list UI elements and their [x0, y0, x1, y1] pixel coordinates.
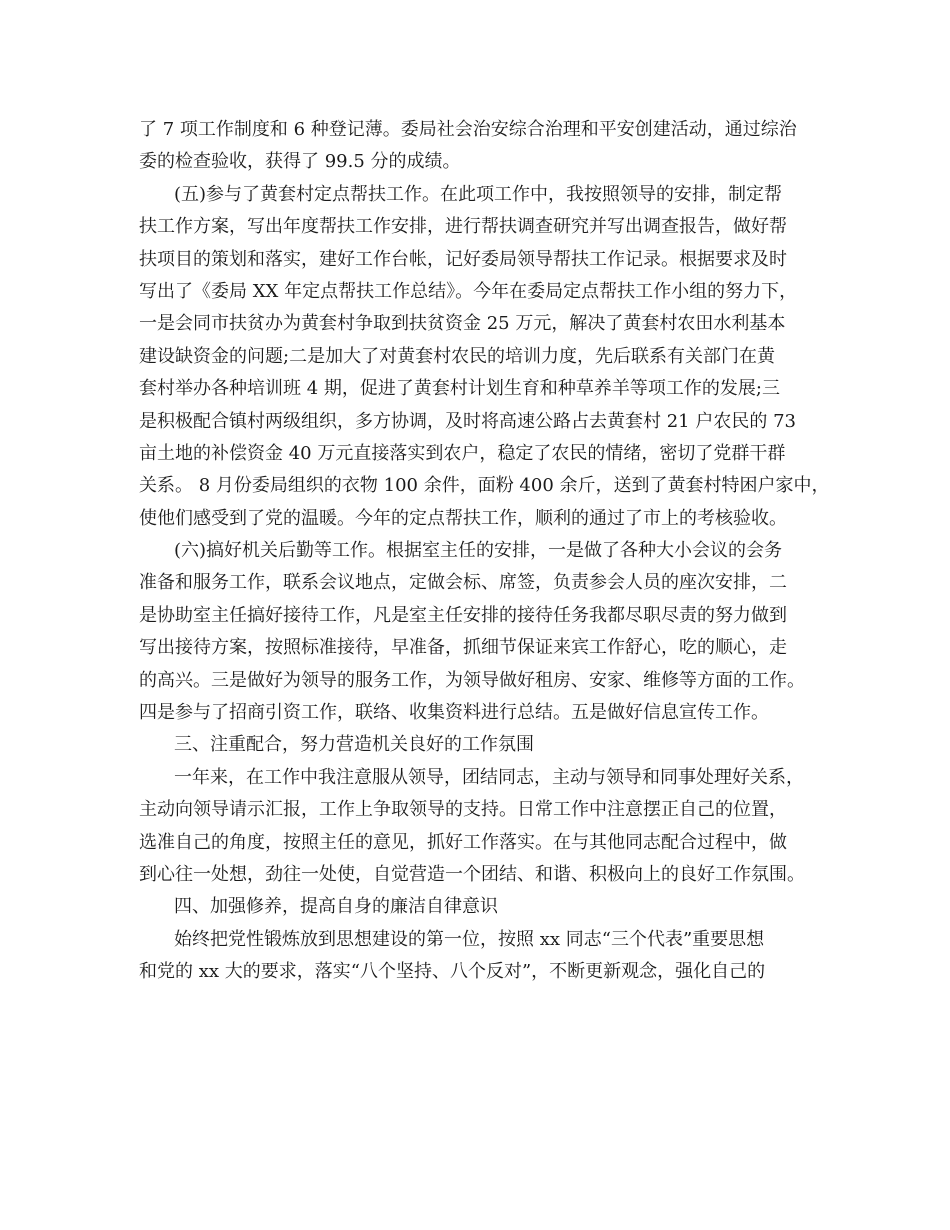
- document-body: [139, 114, 830, 989]
- text-line: 套村举办各种培训班 4 期，促进了黄套村计划生育和种草养羊等项工作的发展;三: [139, 378, 780, 400]
- text-line: 准备和服务工作，联系会议地点，定做会标、席签，负责参会人员的座次安排，二: [139, 572, 787, 594]
- text-line: 建设缺资金的问题;二是加大了对黄套村农民的培训力度，先后联系有关部门在黄: [139, 345, 776, 367]
- paragraph-start-line: 始终把党性锻炼放到思想建设的第一位，按照 xx 同志“三个代表”重要思想: [174, 928, 765, 950]
- paragraph-start-line: (五)参与了黄套村定点帮扶工作。在此项工作中，我按照领导的安排，制定帮: [174, 183, 783, 205]
- text-line: 四是参与了招商引资工作，联络、收集资料进行总结。五是做好信息宣传工作。: [139, 702, 769, 724]
- text-line: 到心往一处想，劲往一处使，自觉营造一个团结、和谐、积极向上的良好工作氛围。: [139, 863, 805, 885]
- text-line: 关系。 8 月份委局组织的衣物 100 余件，面粉 400 余斤，送到了黄套村特困户家中，: [139, 475, 830, 497]
- section-heading: 三、注重配合，努力营造机关良好的工作氛围: [174, 734, 534, 756]
- text-line: 主动向领导请示汇报，工作上争取领导的支持。日常工作中注意摆正自己的位置，: [139, 799, 787, 821]
- text-line: 一是会同市扶贫办为黄套村争取到扶贫资金 25 万元，解决了黄套村农田水利基本: [139, 313, 786, 335]
- section-heading: 四、加强修养，提高自身的廉洁自律意识: [174, 896, 498, 918]
- text-line: 选准自己的角度，按照主任的意见，抓好工作落实。在与其他同志配合过程中，做: [139, 831, 787, 853]
- text-line: 亩土地的补偿资金 40 万元直接落实到农户，稳定了农民的情绪，密切了党群干群: [139, 442, 786, 464]
- text-line: 和党的 xx 大的要求，落实“八个坚持、八个反对”，不断更新观念，强化自己的: [139, 961, 766, 983]
- text-line: 扶工作方案，写出年度帮扶工作安排，进行帮扶调查研究并写出调查报告，做好帮: [139, 216, 787, 238]
- text-line: 写出接待方案，按照标准接待，早准备，抓细节保证来宾工作舒心，吃的顺心，走: [139, 637, 787, 659]
- text-line: 的高兴。三是做好为领导的服务工作，为领导做好租房、安家、维修等方面的工作。: [139, 669, 805, 691]
- text-line: 使他们感受到了党的温暖。今年的定点帮扶工作，顺利的通过了市上的考核验收。: [139, 507, 787, 529]
- text-line: 了 7 项工作制度和 6 种登记薄。委局社会治安综合治理和平安创建活动，通过综治: [139, 119, 797, 140]
- text-line: 扶项目的策划和落实，建好工作台帐，记好委局领导帮扶工作记录。根据要求及时: [139, 248, 787, 270]
- text-line: 委的检查验收，获得了 99.5 分的成绩。: [139, 151, 461, 173]
- text-line: 写出了《委局 XX 年定点帮扶工作总结》。今年在委局定点帮扶工作小组的努力下，: [139, 280, 798, 302]
- paragraph-start-line: (六)搞好机关后勤等工作。根据室主任的安排，一是做了各种大小会议的会务: [174, 540, 783, 562]
- text-line: 是积极配合镇村两级组织，多方协调，及时将高速公路占去黄套村 21 户农民的 73: [139, 410, 796, 432]
- paragraph-start-line: 一年来，在工作中我注意服从领导，团结同志，主动与领导和同事处理好关系，: [174, 766, 804, 788]
- text-line: 是协助室主任搞好接待工作，凡是室主任安排的接待任务我都尽职尽责的努力做到: [139, 604, 787, 626]
